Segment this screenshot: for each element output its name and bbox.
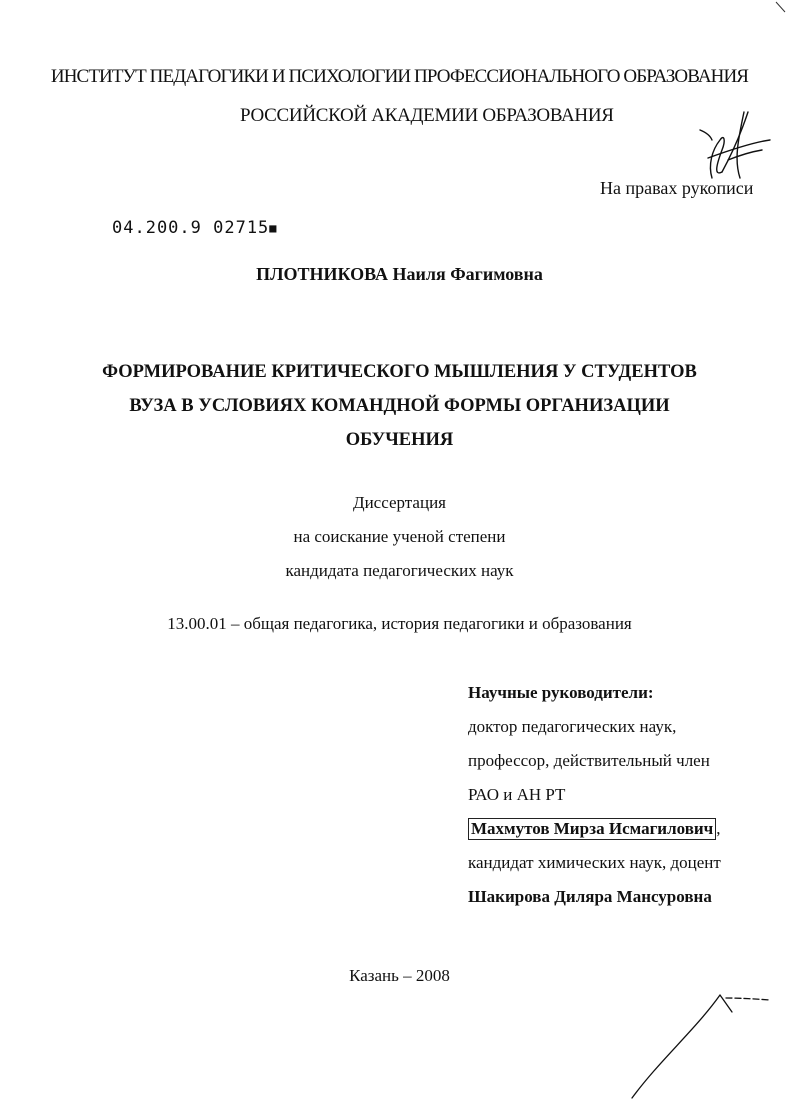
title-line: ФОРМИРОВАНИЕ КРИТИЧЕСКОГО МЫШЛЕНИЯ У СТУДЕНТОВ [102, 362, 697, 382]
title-line: ОБУЧЕНИЯ [345, 430, 454, 450]
dissertation-line: кандидата педагогических наук [285, 561, 514, 580]
dissertation-line: на соискание ученой степени [293, 527, 506, 546]
advisors-heading: Научные руководители: [468, 683, 654, 702]
advisor1-name-row [468, 812, 721, 846]
academy-name: РОССИЙСКОЙ АКАДЕМИИ ОБРАЗОВАНИЯ [240, 105, 614, 126]
advisor2-name: Шакирова Диляра Мансуровна [468, 887, 712, 906]
manuscript-rights-note: На правах рукописи [600, 178, 754, 198]
signature-top [700, 112, 770, 178]
advisor1-name: Махмутов Мирза Исмагилович [468, 818, 716, 840]
stamp-number: 04.200.9 02715 [112, 218, 270, 238]
dissertation-type [0, 486, 799, 588]
registration-stamp-number: 04.200.9 02715■ [112, 218, 278, 238]
signature-bottom [632, 995, 770, 1098]
city-year: Казань – 2008 [349, 966, 450, 985]
corner-mark [776, 2, 785, 12]
dissertation-line: Диссертация [352, 493, 446, 512]
advisor1-membership: РАО и АН РТ [468, 785, 566, 804]
advisor1-comma: , [716, 819, 721, 838]
specialty-code: 13.00.01 – общая педагогика, история педагогики и образования [167, 614, 632, 633]
dissertation-title [0, 355, 799, 457]
advisor2-degree: кандидат химических наук, доцент [468, 853, 721, 872]
author-name: ПЛОТНИКОВА Наиля Фагимовна [256, 264, 543, 284]
advisors-block [468, 676, 721, 914]
title-line: ВУЗА В УСЛОВИЯХ КОМАНДНОЙ ФОРМЫ ОРГАНИЗАЦИИ [129, 396, 670, 416]
advisor1-degree: доктор педагогических наук, [468, 717, 677, 736]
institute-name: ИНСТИТУТ ПЕДАГОГИКИ И ПСИХОЛОГИИ ПРОФЕССИОНАЛЬНОГО ОБРАЗОВАНИЯ [50, 66, 749, 87]
advisor1-title: профессор, действительный член [468, 751, 710, 770]
